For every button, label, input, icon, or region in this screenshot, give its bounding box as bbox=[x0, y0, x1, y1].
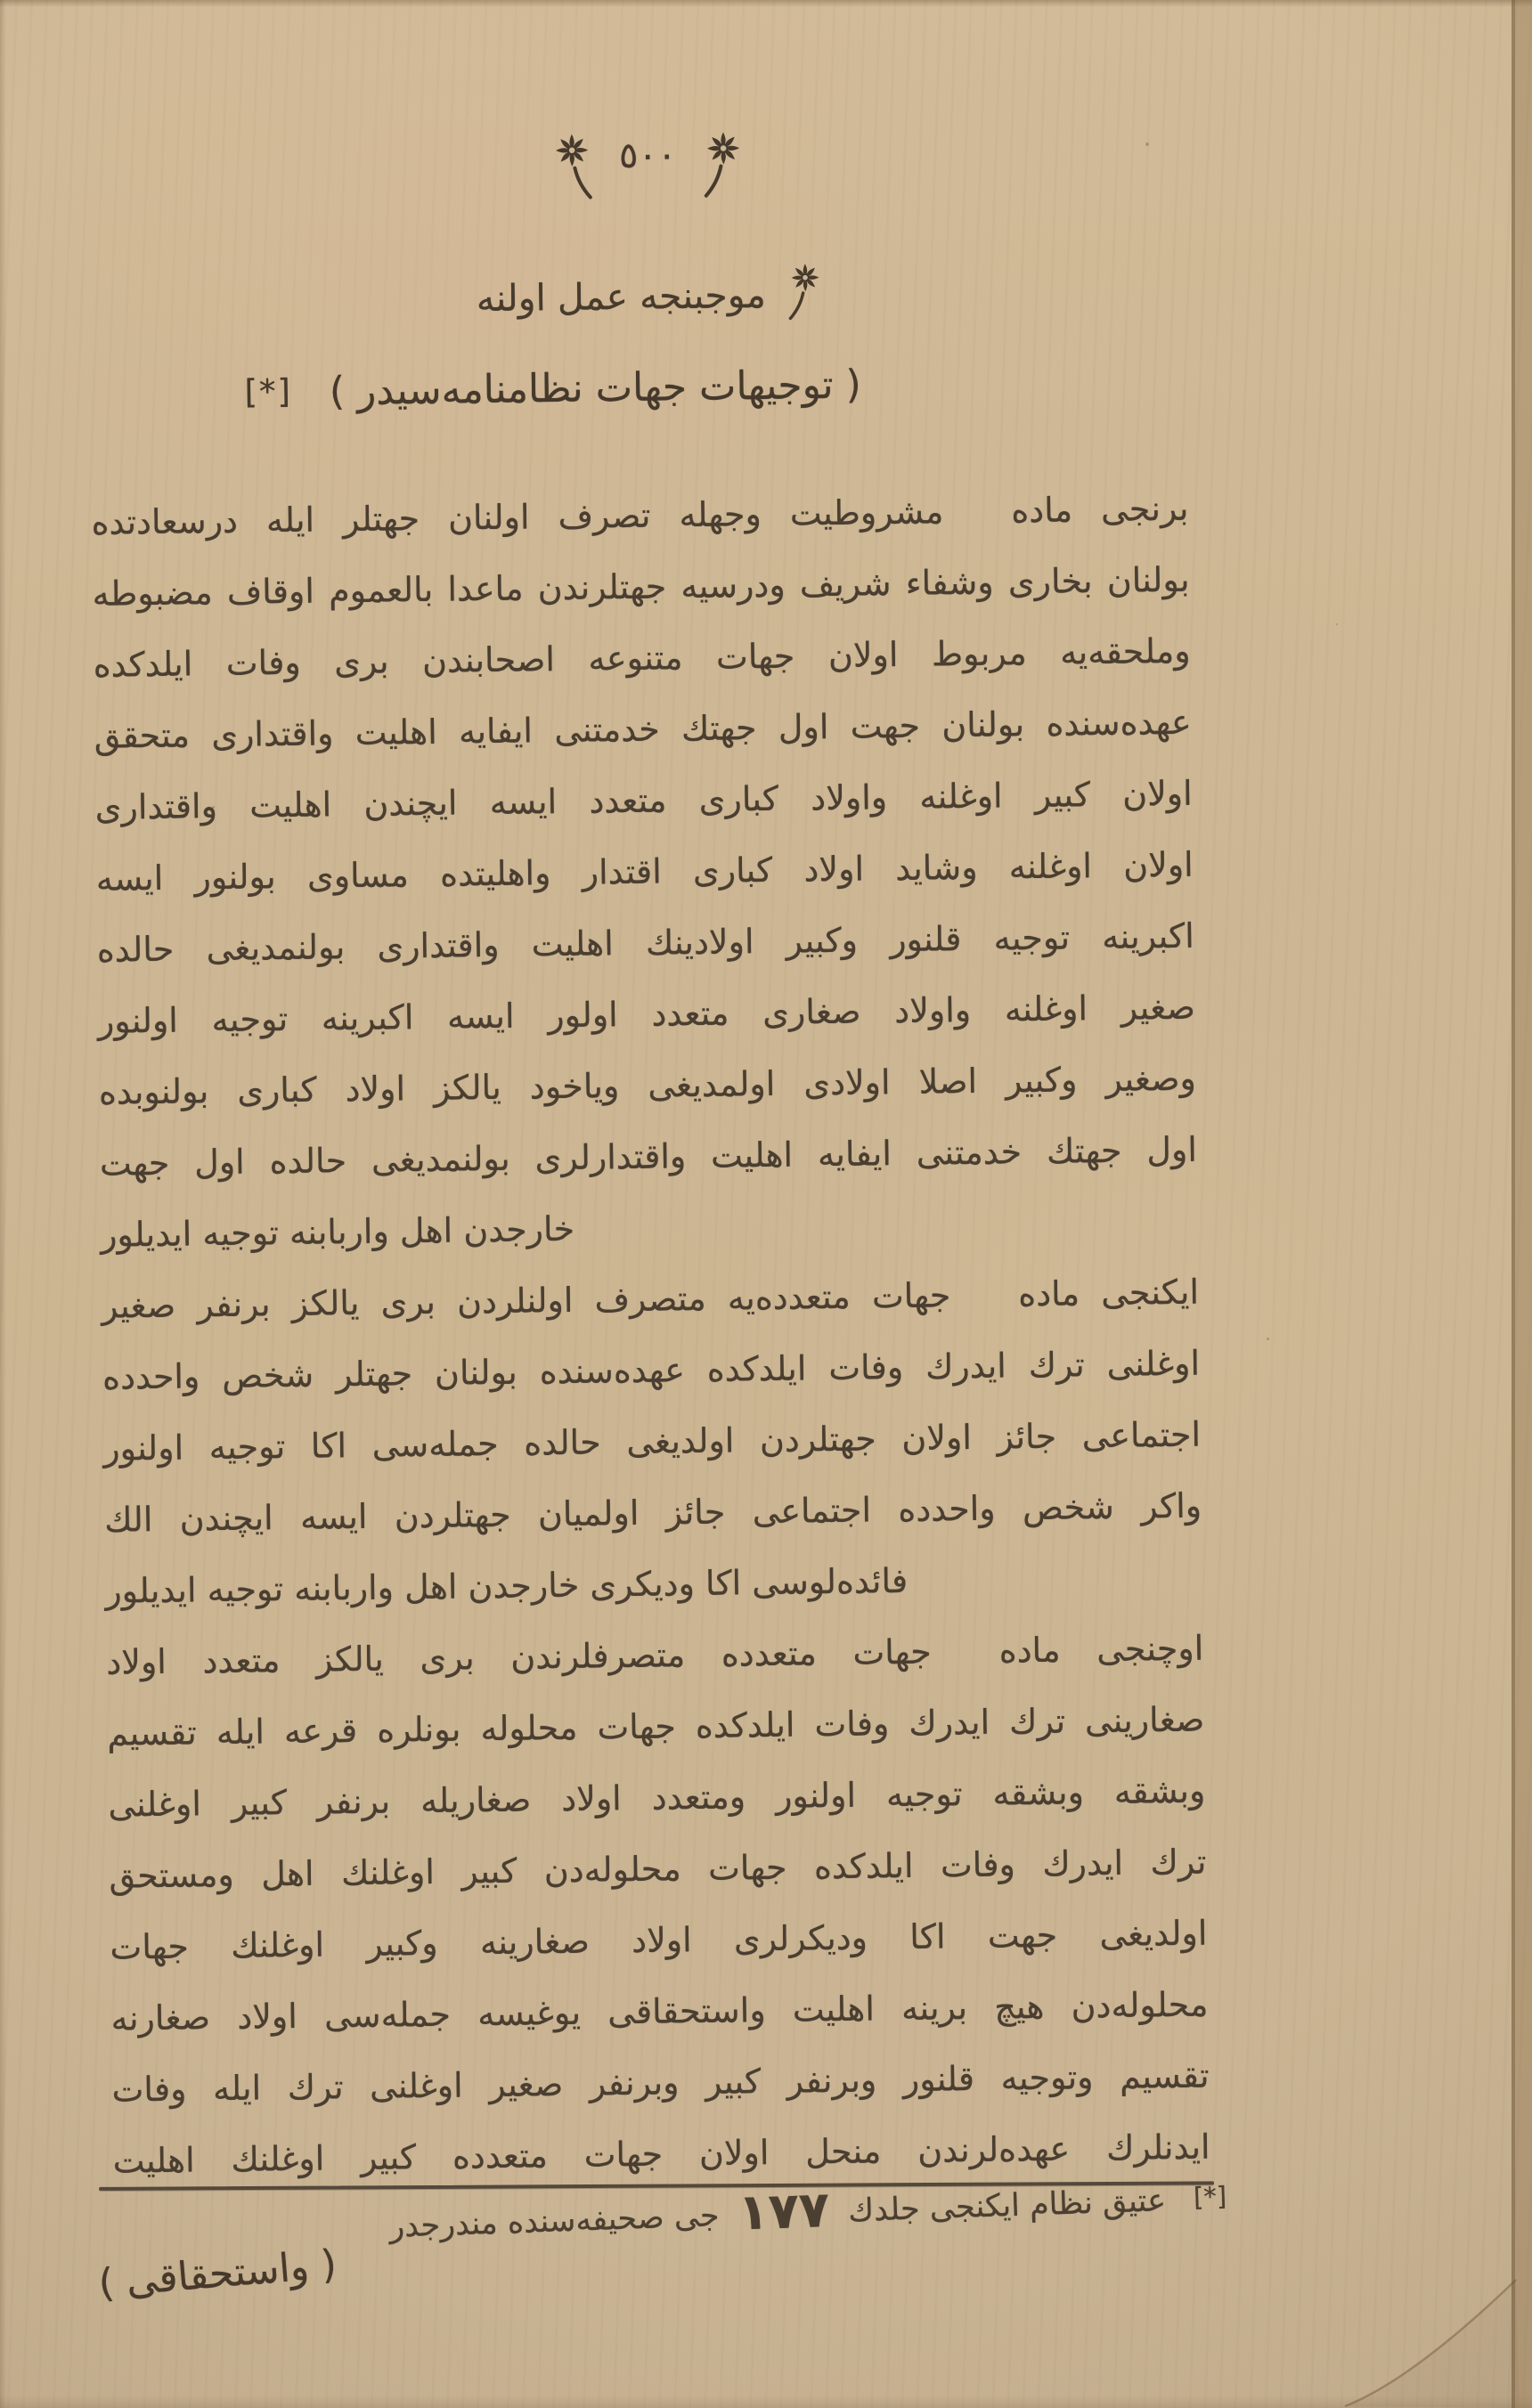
body-line: وصغير وكبير اصلا اولادى اولمديغى وياخود يالكز اولاد كبارى بولنوبده bbox=[98, 1058, 1197, 1112]
body-line: برنجى ماده مشروطيت وجهله تصرف اولنان جهتلر ايله درسعادتده bbox=[91, 488, 1189, 542]
paper-speck bbox=[570, 1079, 573, 1083]
section-heading-row bbox=[418, 256, 882, 329]
body-line: خارجدن اهل واربابنه توجيه ايديلور bbox=[100, 1208, 575, 1255]
body-line: اولان اوغلنه وشايد اولاد كبارى اقتدار واهليتده مساوى بولنور ايسه bbox=[95, 844, 1194, 899]
page-number-row bbox=[480, 124, 816, 205]
body-text bbox=[91, 473, 1210, 2197]
subtitle-row bbox=[232, 351, 874, 426]
floral-ornament-icon bbox=[786, 257, 823, 324]
footnote-marker: [*] bbox=[1193, 2180, 1227, 2213]
body-line: وبشقه وبشقه توجيه اولنور ومتعدد اولاد صغاريله برنفر كبير اوغلنى bbox=[108, 1770, 1206, 1825]
paper-speck bbox=[212, 806, 215, 809]
body-line: اجتماعى جائز اولان جهتلردن اولديغى حالده جمله‌سى اكا توجيه اولنور bbox=[102, 1414, 1202, 1468]
body-line: ايكنجى ماده جهات متعدده‌يه متصرف اولنلردن برى يالكز برنفر صغير bbox=[101, 1272, 1200, 1326]
footnote-ref-marker: [*] bbox=[244, 371, 293, 411]
body-line: ايدنلرك عهده‌لرندن منحل اولان جهات متعدده كبير اوغلنك اهليت bbox=[112, 2127, 1210, 2181]
section-heading: موجبنجه عمل اولنه bbox=[476, 273, 767, 321]
subtitle-text: ( توجيهات جهات نظامنامه‌سيدر ) bbox=[329, 362, 862, 415]
body-line: صغير اوغلنه واولاد صغارى متعدد اولور ايسه اكبرينه توجيه اولنور bbox=[97, 987, 1196, 1041]
page-number: ٥٠٠ bbox=[618, 134, 677, 177]
paper-speck bbox=[1336, 623, 1338, 625]
catchword: ( واستحقاقى ) bbox=[96, 2241, 338, 2307]
body-line: اكبرينه توجيه قلنور وكبير اولادينك اهليت واقتدارى بولنمديغى حالده bbox=[96, 915, 1195, 970]
body-line: اول جهتك خدمتنى ايفايه اهليت واقتدارلرى بولنمديغى حالده اول جهت bbox=[99, 1129, 1198, 1184]
paper-speck bbox=[971, 661, 974, 663]
body-line: عهده‌سنده بولنان جهت اول جهتك خدمتنى ايفايه اهليت واقتدارى متحقق bbox=[94, 702, 1192, 756]
body-line: بولنان بخارى وشفاء شريف ودرسيه جهتلرندن ماعدا بالعموم اوقاف مضبوطه bbox=[92, 559, 1190, 614]
body-line: تقسيم وتوجيه قلنور وبرنفر كبير وبرنفر صغير اوغلنى ترك ايله وفات bbox=[111, 2055, 1210, 2110]
body-line: واكر شخص واحدده اجتماعى جائز اولميان جهتلردن ايسه ايچندن الك bbox=[103, 1485, 1202, 1540]
page-edge-shadow bbox=[1515, 0, 1532, 2408]
body-line: صغارينى ترك ايدرك وفات ايلدكده جهات محلوله بونلره قرعه ايله تقسيم bbox=[107, 1699, 1205, 1753]
body-line: اوغلنى ترك ايدرك وفات ايلدكده عهده‌سنده بولنان جهتلر شخص واحدده bbox=[102, 1343, 1201, 1397]
paper-speck bbox=[1145, 142, 1149, 146]
body-line: ترك ايدرك وفات ايلدكده جهات محلوله‌دن كبير اوغلنك اهل ومستحق bbox=[109, 1842, 1207, 1896]
floral-ornament-icon bbox=[551, 126, 593, 204]
footnote-text-before: عتيق نظام ايكنجى جلدك bbox=[847, 2183, 1167, 2230]
footnote-page-number: ١٧٧ bbox=[737, 2181, 831, 2242]
body-line: محلوله‌دن هيچ برينه اهليت واستحقاقى يوغيسه جمله‌سى اولاد صغارنه bbox=[110, 1984, 1209, 2038]
body-line: فائده‌لوسى اكا وديكرى خارجدن اهل واربابنه توجيه ايديلور bbox=[104, 1560, 909, 1611]
body-line: وملحقه‌يه مربوط اولان جهات متنوعه اصحابندن برى وفات ايلدكده bbox=[93, 630, 1191, 685]
body-line: اوچنجى ماده جهات متعدده متصرفلرندن برى يالكز متعدد اولاد bbox=[106, 1628, 1204, 1682]
floral-ornament-icon bbox=[703, 125, 745, 202]
paper-speck bbox=[1267, 1338, 1269, 1340]
page-curl bbox=[1341, 2274, 1520, 2408]
footnote-text-after: جى صحيفه‌سنده مندرجدر bbox=[388, 2198, 721, 2245]
body-line: اولديغى جهت اكا وديكرلرى اولاد صغارينه وكبير اوغلنك جهات bbox=[110, 1913, 1208, 1967]
paper-speck bbox=[349, 1810, 353, 1812]
body-line: اولان كبير اوغلنه واولاد كبارى متعدد ايسه ايچندن اهليت واقتدارى bbox=[94, 773, 1193, 827]
